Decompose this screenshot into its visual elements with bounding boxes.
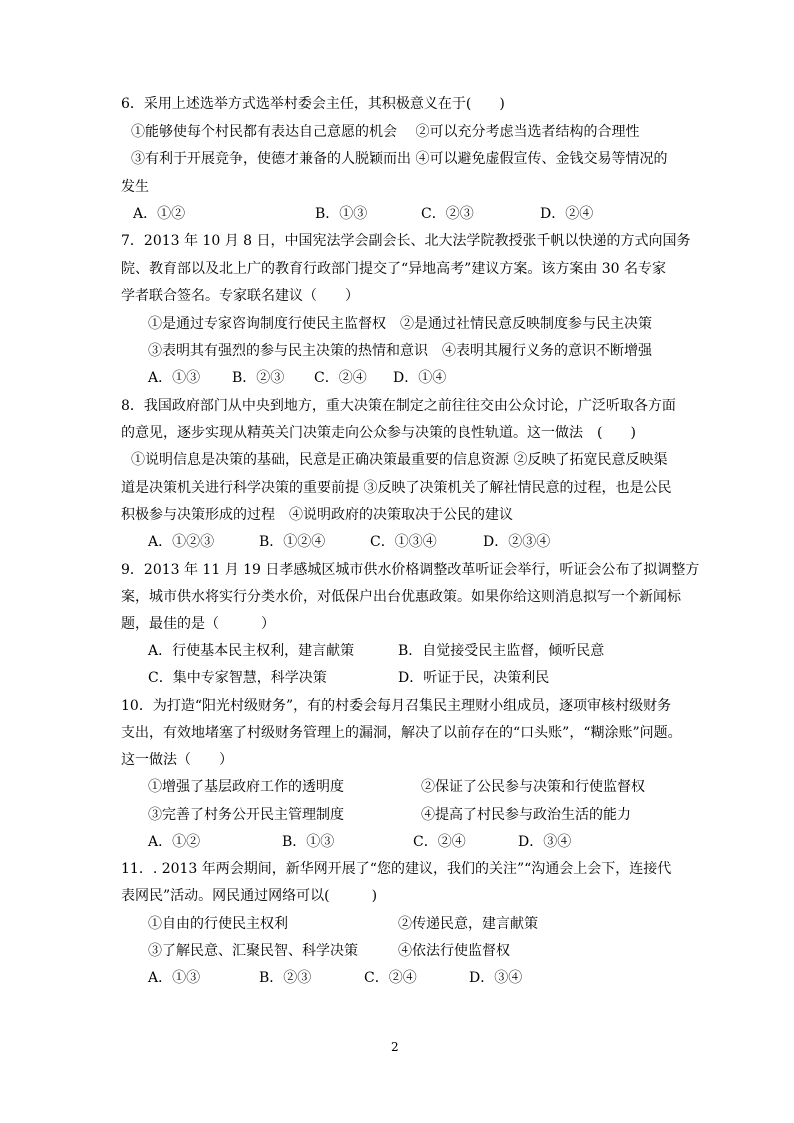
question-stem: 10．为打造“阳光村级财务”，有的村委会每月召集民主理财小组成员，逐项审核村级财务	[121, 698, 672, 714]
option-a: A．①②③	[148, 534, 215, 550]
statement-line: ④依法行使监督权	[398, 943, 510, 959]
question-stem: 题，最佳的是（ ）	[121, 616, 275, 632]
statement-line: ①增强了基层政府工作的透明度	[148, 779, 344, 795]
question-stem: 案，城市供水将实行分类水价，对低保户出台优惠政策。如果你给这则消息拟写一个新闻标	[121, 589, 681, 605]
option-c: C．②④	[364, 970, 417, 986]
statement-line: ①自由的行使民主权利	[148, 916, 288, 932]
option-c: C．②④	[314, 370, 367, 386]
option-d: D．听证于民，决策利民	[398, 670, 550, 686]
statement-line: 积极参与决策形成的过程 ④说明政府的决策取决于公民的建议	[121, 507, 513, 523]
option-a: A．①③	[148, 370, 201, 386]
statement-line: ①是通过专家咨询制度行使民主监督权 ②是通过社情民意反映制度参与民主决策	[148, 316, 652, 332]
question-stem: 支出，有效地堵塞了村级财务管理上的漏洞，解决了以前存在的“口头账”，“糊涂账”问题。	[121, 725, 682, 741]
option-d: D．②③④	[483, 534, 551, 550]
option-c: C．①③④	[370, 534, 437, 550]
option-b: B．①③	[282, 834, 335, 850]
question-stem: 的意见，逐步实现从精英关门决策走向公众参与决策的良性轨道。这一做法 ( )	[121, 425, 636, 441]
option-c: C．②③	[421, 206, 474, 222]
statement-line: ③了解民意、汇聚民智、科学决策	[148, 943, 358, 959]
statement-line: ④提高了村民参与政治生活的能力	[421, 807, 631, 823]
statement-line: ③有利于开展竞争，使德才兼备的人脱颖而出 ④可以避免虚假宣传、金钱交易等情况的	[131, 151, 668, 167]
option-c: C．集中专家智慧，科学决策	[148, 670, 327, 686]
statement-line: ②传递民意，建言献策	[398, 916, 538, 932]
statement-line: 道是决策机关进行科学决策的重要前提 ③反映了决策机关了解社情民意的过程，也是公民	[121, 480, 672, 496]
question-stem: 学者联合签名。专家联名建议（ ）	[121, 288, 359, 304]
question-stem: 9．2013 年 11 月 19 日孝感城区城市供水价格调整改革听证会举行，听证会公布了拟调整方	[121, 562, 700, 578]
question-stem: 6．采用上述选举方式选举村委会主任，其积极意义在于( )	[121, 96, 505, 112]
option-b: B．①②④	[259, 534, 326, 550]
question-stem: 7．2013 年 10 月 8 日，中国宪法学会副会长、北大法学院教授张千帆以快递的方式向国务	[121, 233, 691, 249]
statement-line: ③完善了村务公开民主管理制度	[148, 807, 344, 823]
question-stem: 这一做法（ ）	[121, 752, 233, 768]
statement-line: ①能够使每个村民都有表达自己意愿的机会 ②可以充分考虑当选者结构的合理性	[131, 124, 640, 140]
option-d: D．①④	[393, 370, 447, 386]
statement-line: 发生	[121, 179, 149, 195]
statement-line: ①说明信息是决策的基础，民意是正确决策最重要的信息资源 ②反映了拓宽民意反映渠	[131, 452, 668, 468]
page-number: 2	[391, 1040, 399, 1054]
option-a: A．①②	[148, 834, 201, 850]
option-a: A．①②	[133, 206, 186, 222]
statement-line: ③表明其有强烈的参与民主决策的热情和意识 ④表明其履行义务的意识不断增强	[148, 343, 652, 359]
option-d: D．③④	[518, 834, 572, 850]
question-stem: 院、教育部以及北上广的教育行政部门提交了“异地高考”建议方案。该方案由 30 名专家	[121, 261, 667, 277]
option-b: B．②③	[259, 970, 312, 986]
question-stem: 8．我国政府部门从中央到地方，重大决策在制定之前往往交由公众讨论，广泛听取各方面	[121, 398, 676, 414]
option-a: A．行使基本民主权利，建言献策	[148, 643, 355, 659]
option-d: D．②④	[540, 206, 594, 222]
option-b: B．自觉接受民主监督，倾听民意	[398, 643, 605, 659]
option-c: C．②④	[413, 834, 466, 850]
option-b: B．②③	[232, 370, 285, 386]
option-a: A．①③	[148, 970, 201, 986]
question-stem: 表网民”活动。网民通过网络可以( )	[121, 888, 378, 904]
statement-line: ②保证了公民参与决策和行使监督权	[421, 779, 645, 795]
option-b: B．①③	[315, 206, 368, 222]
question-stem: 11．. 2013 年两会期间，新华网开展了“您的建议，我们的关注”“沟通会上会下，连接代	[121, 861, 672, 877]
option-d: D．③④	[469, 970, 523, 986]
